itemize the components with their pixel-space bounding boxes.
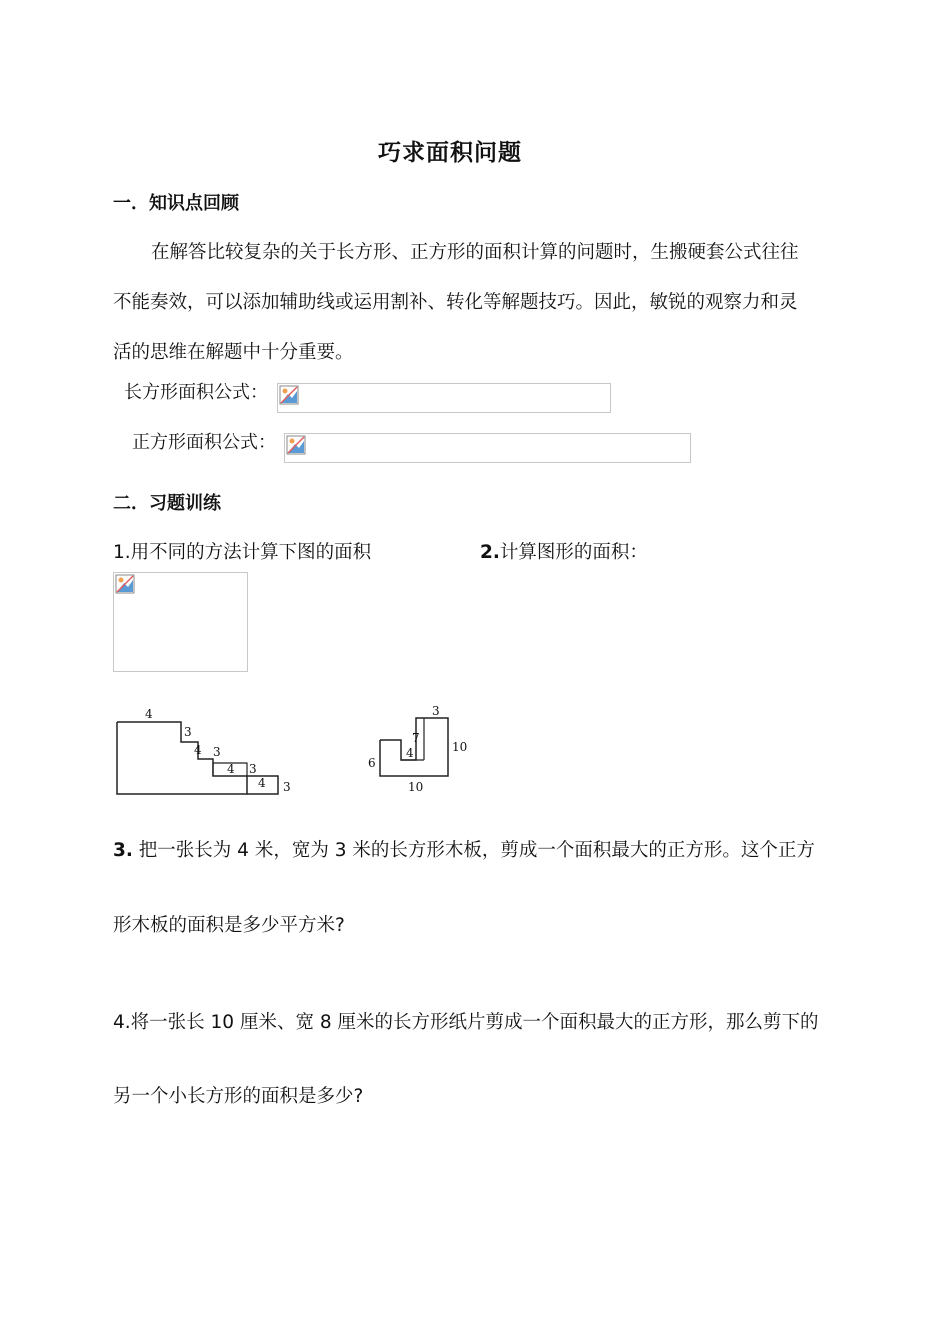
fig1-label-2: 3 <box>184 725 192 739</box>
fig2-label-1: 3 <box>432 704 440 718</box>
figure-2-shape <box>360 700 480 800</box>
section1-heading: 一．知识点回顾 <box>113 193 239 214</box>
fig1-label-5: 4 <box>227 762 235 776</box>
question-3-text: 把一张长为 4 米，宽为 3 米的长方形木板，剪成一个面积最大的正方形。这个正方 <box>132 840 815 861</box>
question-2 <box>480 538 648 564</box>
question-3-line-2: 形木板的面积是多少平方米? <box>113 915 345 936</box>
section1-line-3: 活的思维在解题中十分重要。 <box>113 342 354 363</box>
broken-image-icon <box>286 435 306 455</box>
fig2-label-2: 7 <box>412 731 420 745</box>
section1-line-2: 不能奏效，可以添加辅助线或运用割补、转化等解题技巧。因此，敏锐的观察力和灵 <box>113 292 798 313</box>
broken-image-icon <box>279 385 299 405</box>
staircase-outline <box>117 722 247 794</box>
fig1-label-4: 3 <box>213 745 221 759</box>
broken-image-icon <box>115 574 135 594</box>
question-3-line-1 <box>113 836 815 862</box>
question-4-line-1: 4.将一张长 10 厘米、宽 8 厘米的长方形纸片剪成一个面积最大的正方形，那么剪下的 <box>113 1012 819 1033</box>
formula-rect-image <box>277 383 611 413</box>
question-4-line-2: 另一个小长方形的面积是多少? <box>113 1086 364 1107</box>
figure-2-outline <box>380 718 448 776</box>
fig2-label-3: 4 <box>406 746 414 760</box>
question-2-number: 2. <box>480 542 500 563</box>
formula-rect-label: 长方形面积公式： <box>124 382 268 403</box>
section1-line-1: 在解答比较复杂的关于长方形、正方形的面积计算的问题时，生搬硬套公式往往 <box>151 242 799 263</box>
fig1-label-8: 3 <box>283 780 291 794</box>
section2-heading: 二．习题训练 <box>113 493 221 514</box>
fig2-label-5: 10 <box>452 740 468 754</box>
question-1-image <box>113 572 248 672</box>
question-3-number: 3. <box>113 840 133 861</box>
question-2-text: 计算图形的面积： <box>499 542 648 563</box>
figure-1-staircase <box>110 700 310 805</box>
page-title: 巧求面积问题 <box>378 140 522 166</box>
fig1-label-1: 4 <box>145 707 153 721</box>
fig1-label-6: 3 <box>249 762 257 776</box>
fig2-label-4: 6 <box>368 756 376 770</box>
fig1-label-7: 4 <box>258 776 266 790</box>
fig1-label-3: 4 <box>194 743 202 757</box>
formula-square-image <box>284 433 691 463</box>
formula-square-label: 正方形面积公式： <box>132 432 276 453</box>
fig2-label-6: 10 <box>408 780 424 794</box>
question-1: 1.用不同的方法计算下图的面积 <box>113 542 372 563</box>
